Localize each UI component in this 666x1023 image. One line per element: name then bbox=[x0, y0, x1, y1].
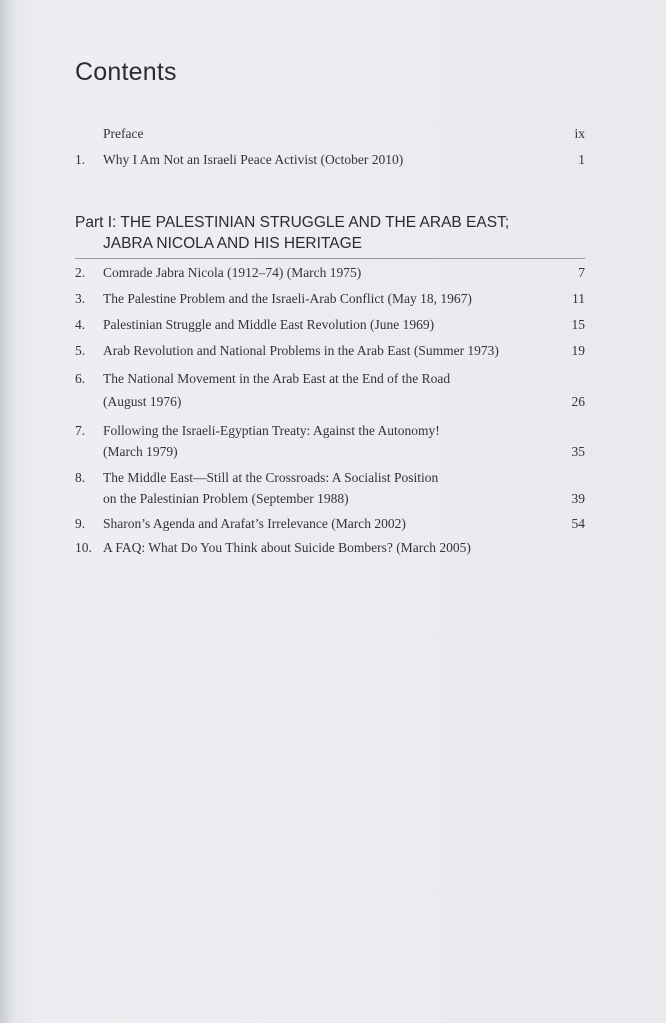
part-heading-line2: JABRA NICOLA AND HIS HERITAGE bbox=[103, 235, 362, 252]
toc-entry-number: 4. bbox=[75, 317, 86, 332]
toc-entry-number: 3. bbox=[75, 291, 86, 306]
toc-entry-number: 1. bbox=[75, 152, 86, 167]
toc-entry-title: Why I Am Not an Israeli Peace Activist (October 2010) bbox=[103, 152, 404, 167]
toc-entry-title: The National Movement in the Arab East at the End of the Road bbox=[103, 371, 451, 386]
toc-entry-page: 35 bbox=[571, 444, 585, 459]
toc-entry-page: 15 bbox=[571, 317, 585, 332]
toc-entry-title-cont: (August 1976) bbox=[103, 394, 182, 409]
toc-entry-title: Arab Revolution and National Problems in the Arab East (Summer 1973) bbox=[103, 343, 499, 358]
toc-entry-number: 10. bbox=[75, 540, 92, 555]
toc-entry-number: 8. bbox=[75, 470, 86, 485]
toc-entry-title: Sharon’s Agenda and Arafat’s Irrelevance (March 2002) bbox=[103, 516, 406, 531]
toc-entry-number: 2. bbox=[75, 265, 86, 280]
toc-entry-number: 6. bbox=[75, 371, 86, 386]
toc-entry-page: 39 bbox=[571, 491, 585, 506]
toc-entry-page: 11 bbox=[572, 291, 585, 306]
toc-entry-page: 26 bbox=[571, 394, 585, 409]
toc-entry-title-cont: (March 1979) bbox=[103, 444, 178, 459]
part-heading bbox=[75, 212, 595, 254]
toc-entry-number: 9. bbox=[75, 516, 86, 531]
toc-entry-title: Preface bbox=[103, 126, 144, 141]
toc-entry-title: Comrade Jabra Nicola (1912–74) (March 1975) bbox=[103, 265, 362, 280]
toc-entry-title: Following the Israeli-Egyptian Treaty: Against the Autonomy! bbox=[103, 423, 440, 438]
part-heading-line1: Part I: THE PALESTINIAN STRUGGLE AND THE ARAB EAST; bbox=[75, 214, 510, 231]
page-title: Contents bbox=[75, 58, 177, 86]
toc-entry-page: ix bbox=[574, 126, 585, 141]
toc-entry-page: 7 bbox=[578, 265, 585, 280]
toc-entry-title-cont: on the Palestinian Problem (September 1988) bbox=[103, 491, 349, 506]
toc-entry-title: Palestinian Struggle and Middle East Revolution (June 1969) bbox=[103, 317, 435, 332]
part-divider bbox=[75, 258, 585, 259]
toc-entry-title: The Palestine Problem and the Israeli-Arab Conflict (May 18, 1967) bbox=[103, 291, 472, 306]
toc-entry-page: 54 bbox=[571, 516, 585, 531]
toc-entry-number: 7. bbox=[75, 423, 86, 438]
toc-entry-page: 1 bbox=[578, 152, 585, 167]
toc-entry-title: A FAQ: What Do You Think about Suicide Bombers? (March 2005) bbox=[103, 540, 471, 555]
toc-entry-page: 19 bbox=[571, 343, 585, 358]
toc-entry-title: The Middle East—Still at the Crossroads: A Socialist Position bbox=[103, 470, 439, 485]
toc-entry-number: 5. bbox=[75, 343, 86, 358]
